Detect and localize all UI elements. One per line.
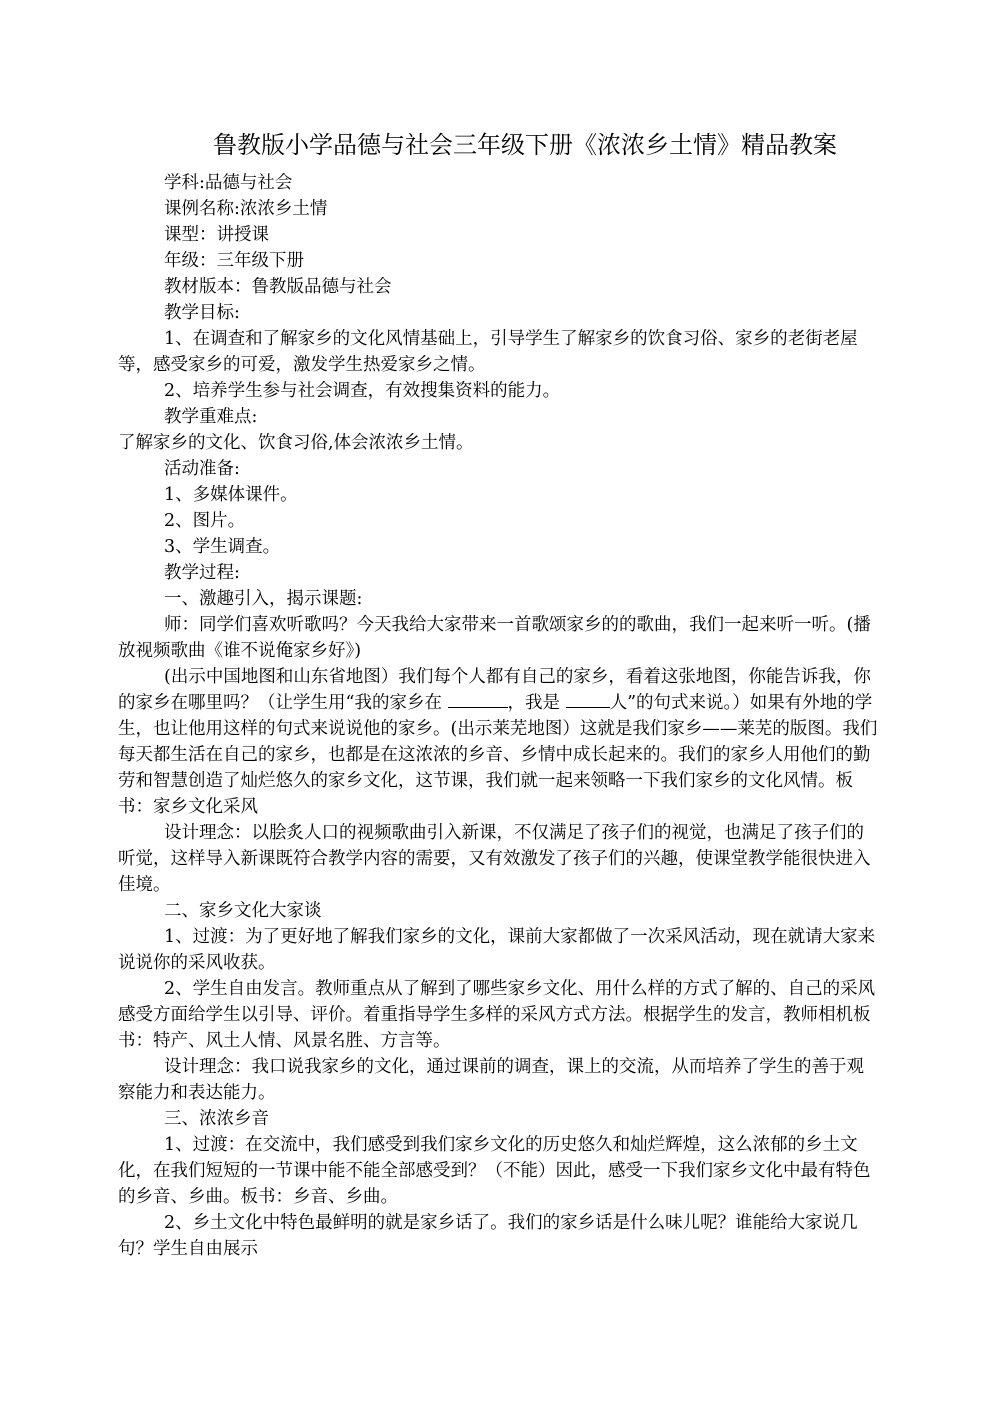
fill-blank-hometown bbox=[448, 691, 508, 708]
section-1-design-note: 设计理念：以脍炙人口的视频歌曲引入新课，不仅满足了孩子们的视觉，也满足了孩子们的听觉，这样导入新课既符合教学内容的需要，又有效激发了孩子们的兴趣，使课堂教学能很快进入佳境。 bbox=[118, 823, 871, 895]
goals-heading: 教学目标: bbox=[164, 303, 240, 323]
prep-item-1: 1、多媒体课件。 bbox=[164, 485, 298, 505]
fill-blank-person bbox=[566, 691, 610, 708]
section-3-paragraph-1: 1、过渡：在交流中，我们感受到我们家乡文化的历史悠久和灿烂辉煌，这么浓郁的乡土文化，在我们短短的一节课中能不能全部感受到？（不能）因此，感受一下我们家乡文化中最有特色的乡音、乡曲。板书：乡音、乡曲。 bbox=[118, 1135, 871, 1207]
edition-line: 教材版本：鲁教版品德与社会 bbox=[164, 277, 392, 297]
section-1-paragraph-2-part-c: 人”的句式来说。）如果有外地的学生，也让他用这样的句式来说说他的家乡。(出示莱芜地图）这就是我们家乡——莱芜的版图。我们每天都生活在自己的家乡，也都是在这浓浓的乡音、乡情中成长起来的。我们的家乡人用他们的勤劳和智慧创造了灿烂悠久的家乡文化，这节课，我们就一起来领略一下我们家乡的文化风情。板书：家乡文化采风 bbox=[118, 693, 878, 817]
section-2-paragraph-1: 1、过渡：为了更好地了解我们家乡的文化，课前大家都做了一次采风活动，现在就请大家来说说你的采风收获。 bbox=[118, 927, 876, 973]
grade-line: 年级：三年级下册 bbox=[164, 251, 304, 271]
section-2-paragraph-2: 2、学生自由发言。教师重点从了解到了哪些家乡文化、用什么样的方式了解的、自己的采风感受方面给学生以引导、评价。着重指导学生多样的采风方式方法。根据学生的发言，教师相机板书：特产、风土人情、风景名胜、方言等。 bbox=[118, 979, 876, 1051]
section-2-heading: 二、家乡文化大家谈 bbox=[164, 901, 322, 921]
document-title: 鲁教版小学品德与社会三年级下册《浓浓乡土情》精品教案 bbox=[213, 131, 837, 159]
subject-line: 学科:品德与社会 bbox=[164, 173, 293, 193]
lesson-type-line: 课型：讲授课 bbox=[164, 225, 269, 245]
section-1-paragraph-1: 师：同学们喜欢听歌吗？今天我给大家带来一首歌颂家乡的的歌曲，我们一起来听一听。(播放视频歌曲《谁不说俺家乡好》) bbox=[118, 615, 871, 661]
document-body bbox=[118, 170, 878, 1262]
goal-1-paragraph: 1、在调查和了解家乡的文化风情基础上，引导学生了解家乡的饮食习俗、家乡的老街老屋等，感受家乡的可爱，激发学生热爱家乡之情。 bbox=[118, 329, 858, 375]
key-points-heading: 教学重难点: bbox=[164, 407, 258, 427]
section-1-paragraph-2-part-b: ，我是 bbox=[507, 693, 561, 713]
section-3-heading: 三、浓浓乡音 bbox=[164, 1109, 269, 1129]
prep-heading: 活动准备: bbox=[164, 459, 240, 479]
section-1-heading: 一、激趣引入，揭示课题: bbox=[164, 589, 363, 609]
section-2-design-note: 设计理念：我口说我家乡的文化，通过课前的调查，课上的交流，从而培养了学生的善于观察能力和表达能力。 bbox=[118, 1057, 864, 1103]
lesson-name-line: 课例名称:浓浓乡土情 bbox=[164, 199, 328, 219]
goal-2-paragraph: 2、培养学生参与社会调查，有效搜集资料的能力。 bbox=[164, 381, 561, 401]
prep-item-3: 3、学生调查。 bbox=[164, 537, 281, 557]
section-3-paragraph-2: 2、乡土文化中特色最鲜明的就是家乡话了。我们的家乡话是什么味儿呢？谁能给大家说几句？学生自由展示 bbox=[118, 1213, 858, 1259]
section-1-paragraph-2-part-a: (出示中国地图和山东省地图）我们每个人都有自己的家乡，看着这张地图，你能告诉我，你的家乡在哪里吗？（让学生用“我的家乡在 bbox=[118, 667, 871, 713]
key-points-text: 了解家乡的文化、饮食习俗,体会浓浓乡土情。 bbox=[118, 433, 474, 453]
section-1-paragraph-2 bbox=[118, 664, 878, 820]
prep-item-2: 2、图片。 bbox=[164, 511, 246, 531]
process-heading: 教学过程: bbox=[164, 563, 240, 583]
